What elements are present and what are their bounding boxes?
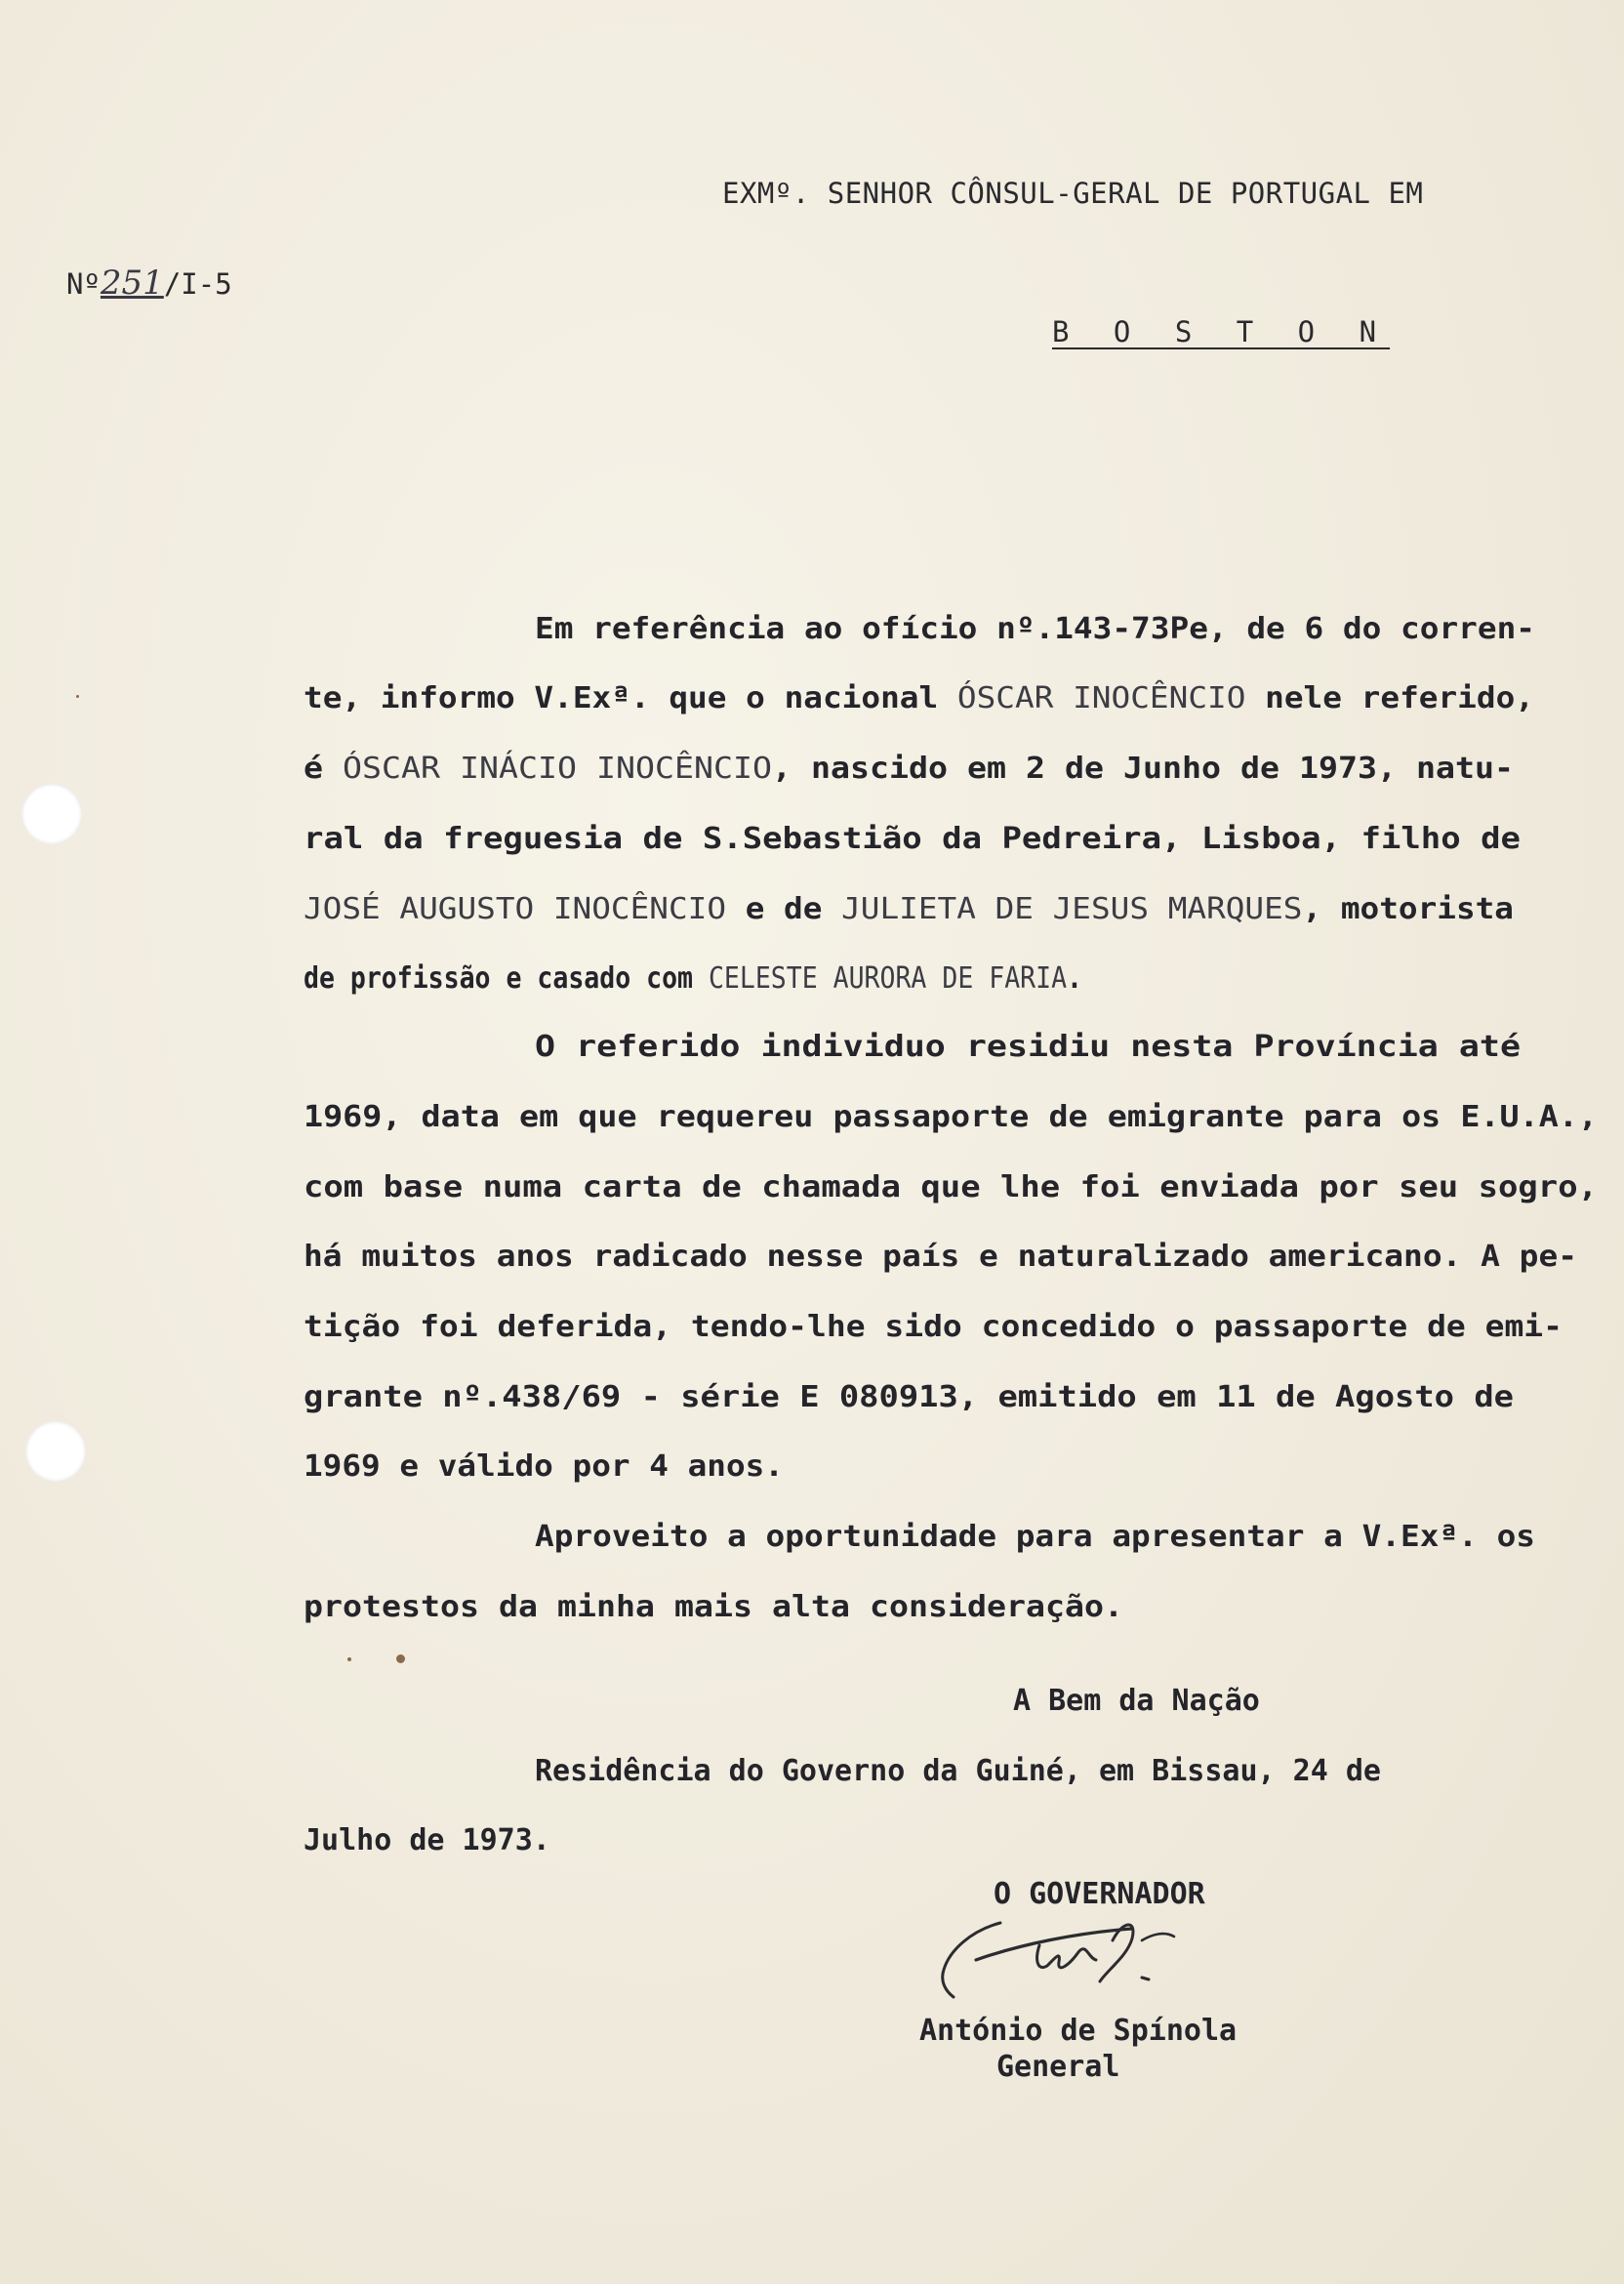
body-line	[304, 1100, 1598, 1134]
text-segment: Em referência ao ofício nº.143-73Pe, de 6 do corren-	[535, 612, 1535, 646]
text-segment: ral da freguesia de S.Sebastião da Pedreira, Lisboa, filho de	[304, 822, 1521, 856]
body-line	[535, 1030, 1521, 1064]
text-segment: , motorista	[1302, 892, 1514, 926]
reference-suffix: /I-5	[163, 267, 232, 301]
ink-speck	[396, 1654, 405, 1663]
body-line	[304, 1240, 1577, 1274]
body-line	[304, 892, 1514, 926]
reference-number	[66, 264, 232, 303]
text-segment: com base numa carta de chamada que lhe foi enviada por seu sogro,	[304, 1170, 1598, 1204]
body-line	[304, 1170, 1598, 1204]
text-segment: há muitos anos radicado nesse país e naturalizado americano. A pe-	[304, 1240, 1577, 1274]
punch-hole	[25, 1421, 86, 1482]
name-caps: ÓSCAR INÁCIO INOCÊNCIO	[343, 752, 773, 786]
text-segment: , nascido em 2 de Junho de 1973, natu-	[772, 752, 1514, 786]
text-segment: 1969, data em que requereu passaporte de emigrante para os E.U.A.,	[304, 1100, 1598, 1134]
body-line	[304, 1310, 1563, 1344]
text-segment: de profissão e casado com	[304, 961, 709, 996]
name-caps: JOSÉ AUGUSTO INOCÊNCIO	[304, 892, 727, 926]
text-segment: 1969 e válido por 4 anos.	[304, 1449, 784, 1484]
signatory-name: António de Spínola	[919, 2014, 1238, 2048]
place-date-line-2: Julho de 1973.	[304, 1823, 550, 1857]
reference-prefix: Nº	[66, 267, 101, 301]
body-line	[304, 961, 1082, 996]
reference-handwritten-number: 251	[100, 264, 164, 303]
ink-speck	[76, 695, 79, 698]
place-date-line-1: Residência do Governo da Guiné, em Bissau, 24 de	[535, 1754, 1381, 1788]
text-segment: Aproveito a oportunidade para apresentar a V.Exª. os	[535, 1520, 1535, 1554]
signatory-rank: General	[996, 2050, 1120, 2084]
signatory-title: O GOVERNADOR	[994, 1877, 1205, 1911]
body-line	[304, 1380, 1514, 1414]
name-caps: CELESTE AURORA DE FARIA	[708, 961, 1068, 996]
city-boston: B O S T O N	[1052, 315, 1391, 348]
name-caps: JULIETA DE JESUS MARQUES	[841, 892, 1303, 926]
text-segment: te, informo V.Exª. que o nacional	[304, 681, 957, 715]
text-segment: grante nº.438/69 - série E 080913, emitido em 11 de Agosto de	[304, 1380, 1514, 1414]
addressee-line: EXMº. SENHOR CÔNSUL-GERAL DE PORTUGAL EM	[722, 177, 1424, 210]
salutation: A Bem da Nação	[1013, 1684, 1260, 1718]
body-line	[304, 681, 1534, 715]
punch-hole	[21, 784, 82, 844]
text-segment: .	[1067, 961, 1082, 996]
body-line	[304, 822, 1521, 856]
text-segment: O referido individuo residiu nesta Província até	[535, 1030, 1521, 1064]
body-line	[535, 1520, 1535, 1554]
body-line	[535, 612, 1535, 646]
handwritten-signature	[932, 1901, 1244, 2009]
text-segment: é	[304, 752, 344, 786]
text-segment: tição foi deferida, tendo-lhe sido concedido o passaporte de emi-	[304, 1310, 1563, 1344]
text-segment: protestos da minha mais alta consideração.	[304, 1590, 1123, 1624]
text-segment: nele referido,	[1245, 681, 1534, 715]
body-line	[304, 1590, 1123, 1624]
text-segment: e de	[726, 892, 842, 926]
ink-speck	[347, 1657, 351, 1661]
name-caps: ÓSCAR INOCÊNCIO	[956, 681, 1246, 715]
body-line	[304, 752, 1514, 786]
body-line	[304, 1449, 784, 1484]
